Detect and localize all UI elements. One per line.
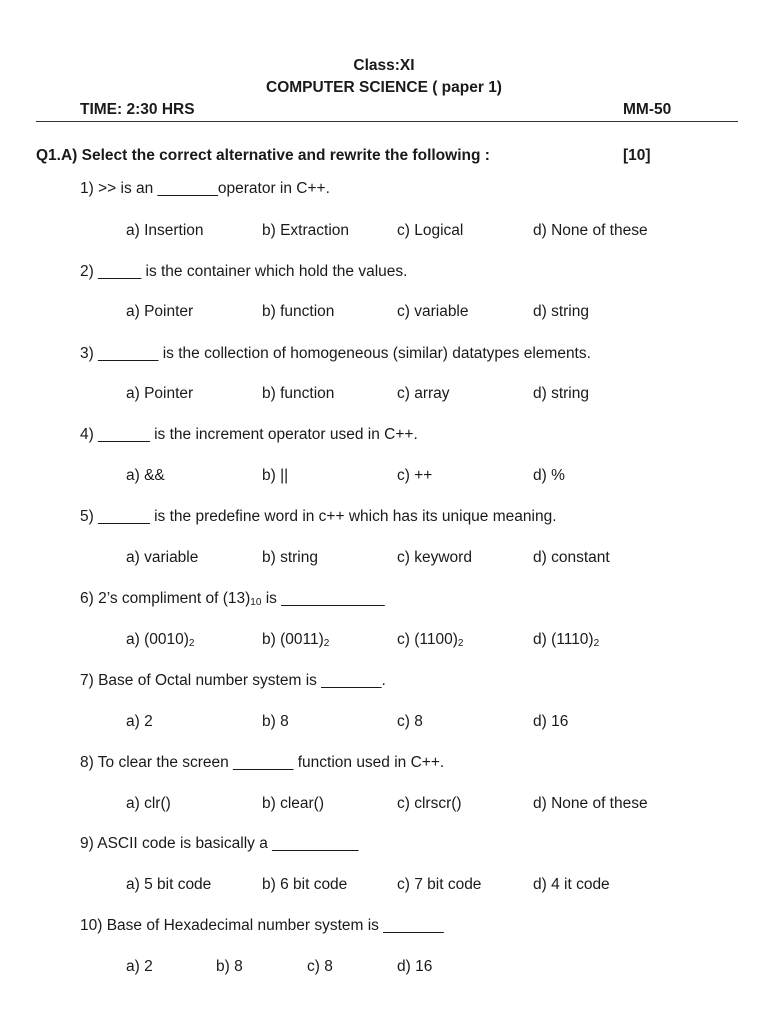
option-d: d) None of these <box>533 795 648 812</box>
option-c: c) clrscr() <box>397 795 462 812</box>
option-a: a) 2 <box>126 713 153 730</box>
question-text: 2) _____ is the container which hold the values. <box>80 263 408 280</box>
section-marks: [10] <box>623 147 651 164</box>
option-b: b) || <box>262 467 289 484</box>
section-title: Q1.A) Select the correct alternative and rewrite the following : <box>36 147 490 164</box>
option-b: b) 8 <box>216 958 243 975</box>
question-text: 5) ______ is the predefine word in c++ which has its unique meaning. <box>80 508 557 525</box>
question-text: 8) To clear the screen _______ function used in C++. <box>80 754 445 771</box>
option-c: c) variable <box>397 303 469 320</box>
question-text: 1) >> is an _______operator in C++. <box>80 180 330 197</box>
max-marks-label: MM-50 <box>623 101 672 118</box>
option-c: c) 8 <box>307 958 333 975</box>
option-c: c) $(1100)_2$ <box>397 631 464 649</box>
header-divider <box>36 121 738 122</box>
option-c: c) 8 <box>397 713 423 730</box>
option-d: d) $(1110)_2$ <box>533 631 600 649</box>
option-a: a) variable <box>126 549 199 566</box>
option-c: c) ++ <box>397 467 433 484</box>
option-c: c) Logical <box>397 222 464 239</box>
option-c: c) 7 bit code <box>397 876 482 893</box>
class-line: Class:XI <box>353 57 415 74</box>
subscript: 10 <box>250 597 262 608</box>
question-text: 10) Base of Hexadecimal number system is _______ <box>80 917 444 934</box>
time-label: TIME: 2:30 HRS <box>80 101 195 118</box>
option-c: c) array <box>397 385 450 402</box>
option-d: d) 16 <box>397 958 433 975</box>
option-d: d) 4 it code <box>533 876 610 893</box>
question-text: 4) ______ is the increment operator used in C++. <box>80 426 418 443</box>
question-text: 7) Base of Octal number system is _______. <box>80 672 386 689</box>
option-a: a) Insertion <box>126 222 204 239</box>
option-b: b) $(0011)_2$ <box>262 631 330 649</box>
option-b: b) function <box>262 385 335 402</box>
option-b: b) function <box>262 303 335 320</box>
option-b: b) 6 bit code <box>262 876 348 893</box>
option-a: a) Pointer <box>126 303 194 320</box>
option-a: a) $(0010)_2$ <box>126 631 195 649</box>
option-d: d) string <box>533 303 589 320</box>
question-text: 6) 2’s compliment of $(13)_{10}$ is ____________ <box>80 590 385 608</box>
option-a: a) && <box>126 467 165 484</box>
option-c: c) keyword <box>397 549 472 566</box>
option-b: b) string <box>262 549 318 566</box>
question-text: 3) _______ is the collection of homogeneous (similar) datatypes elements. <box>80 345 591 362</box>
option-d: d) 16 <box>533 713 569 730</box>
option-d: d) string <box>533 385 589 402</box>
option-b: b) Extraction <box>262 222 350 239</box>
option-a: a) 5 bit code <box>126 876 212 893</box>
option-d: d) % <box>533 467 565 484</box>
option-a: a) Pointer <box>126 385 194 402</box>
option-d: d) constant <box>533 549 610 566</box>
subject-line: COMPUTER SCIENCE ( paper 1) <box>266 79 502 96</box>
question-text: 9) ASCII code is basically a __________ <box>80 835 359 852</box>
option-d: d) None of these <box>533 222 648 239</box>
option-a: a) 2 <box>126 958 153 975</box>
option-b: b) 8 <box>262 713 289 730</box>
option-b: b) clear() <box>262 795 325 812</box>
option-a: a) clr() <box>126 795 171 812</box>
